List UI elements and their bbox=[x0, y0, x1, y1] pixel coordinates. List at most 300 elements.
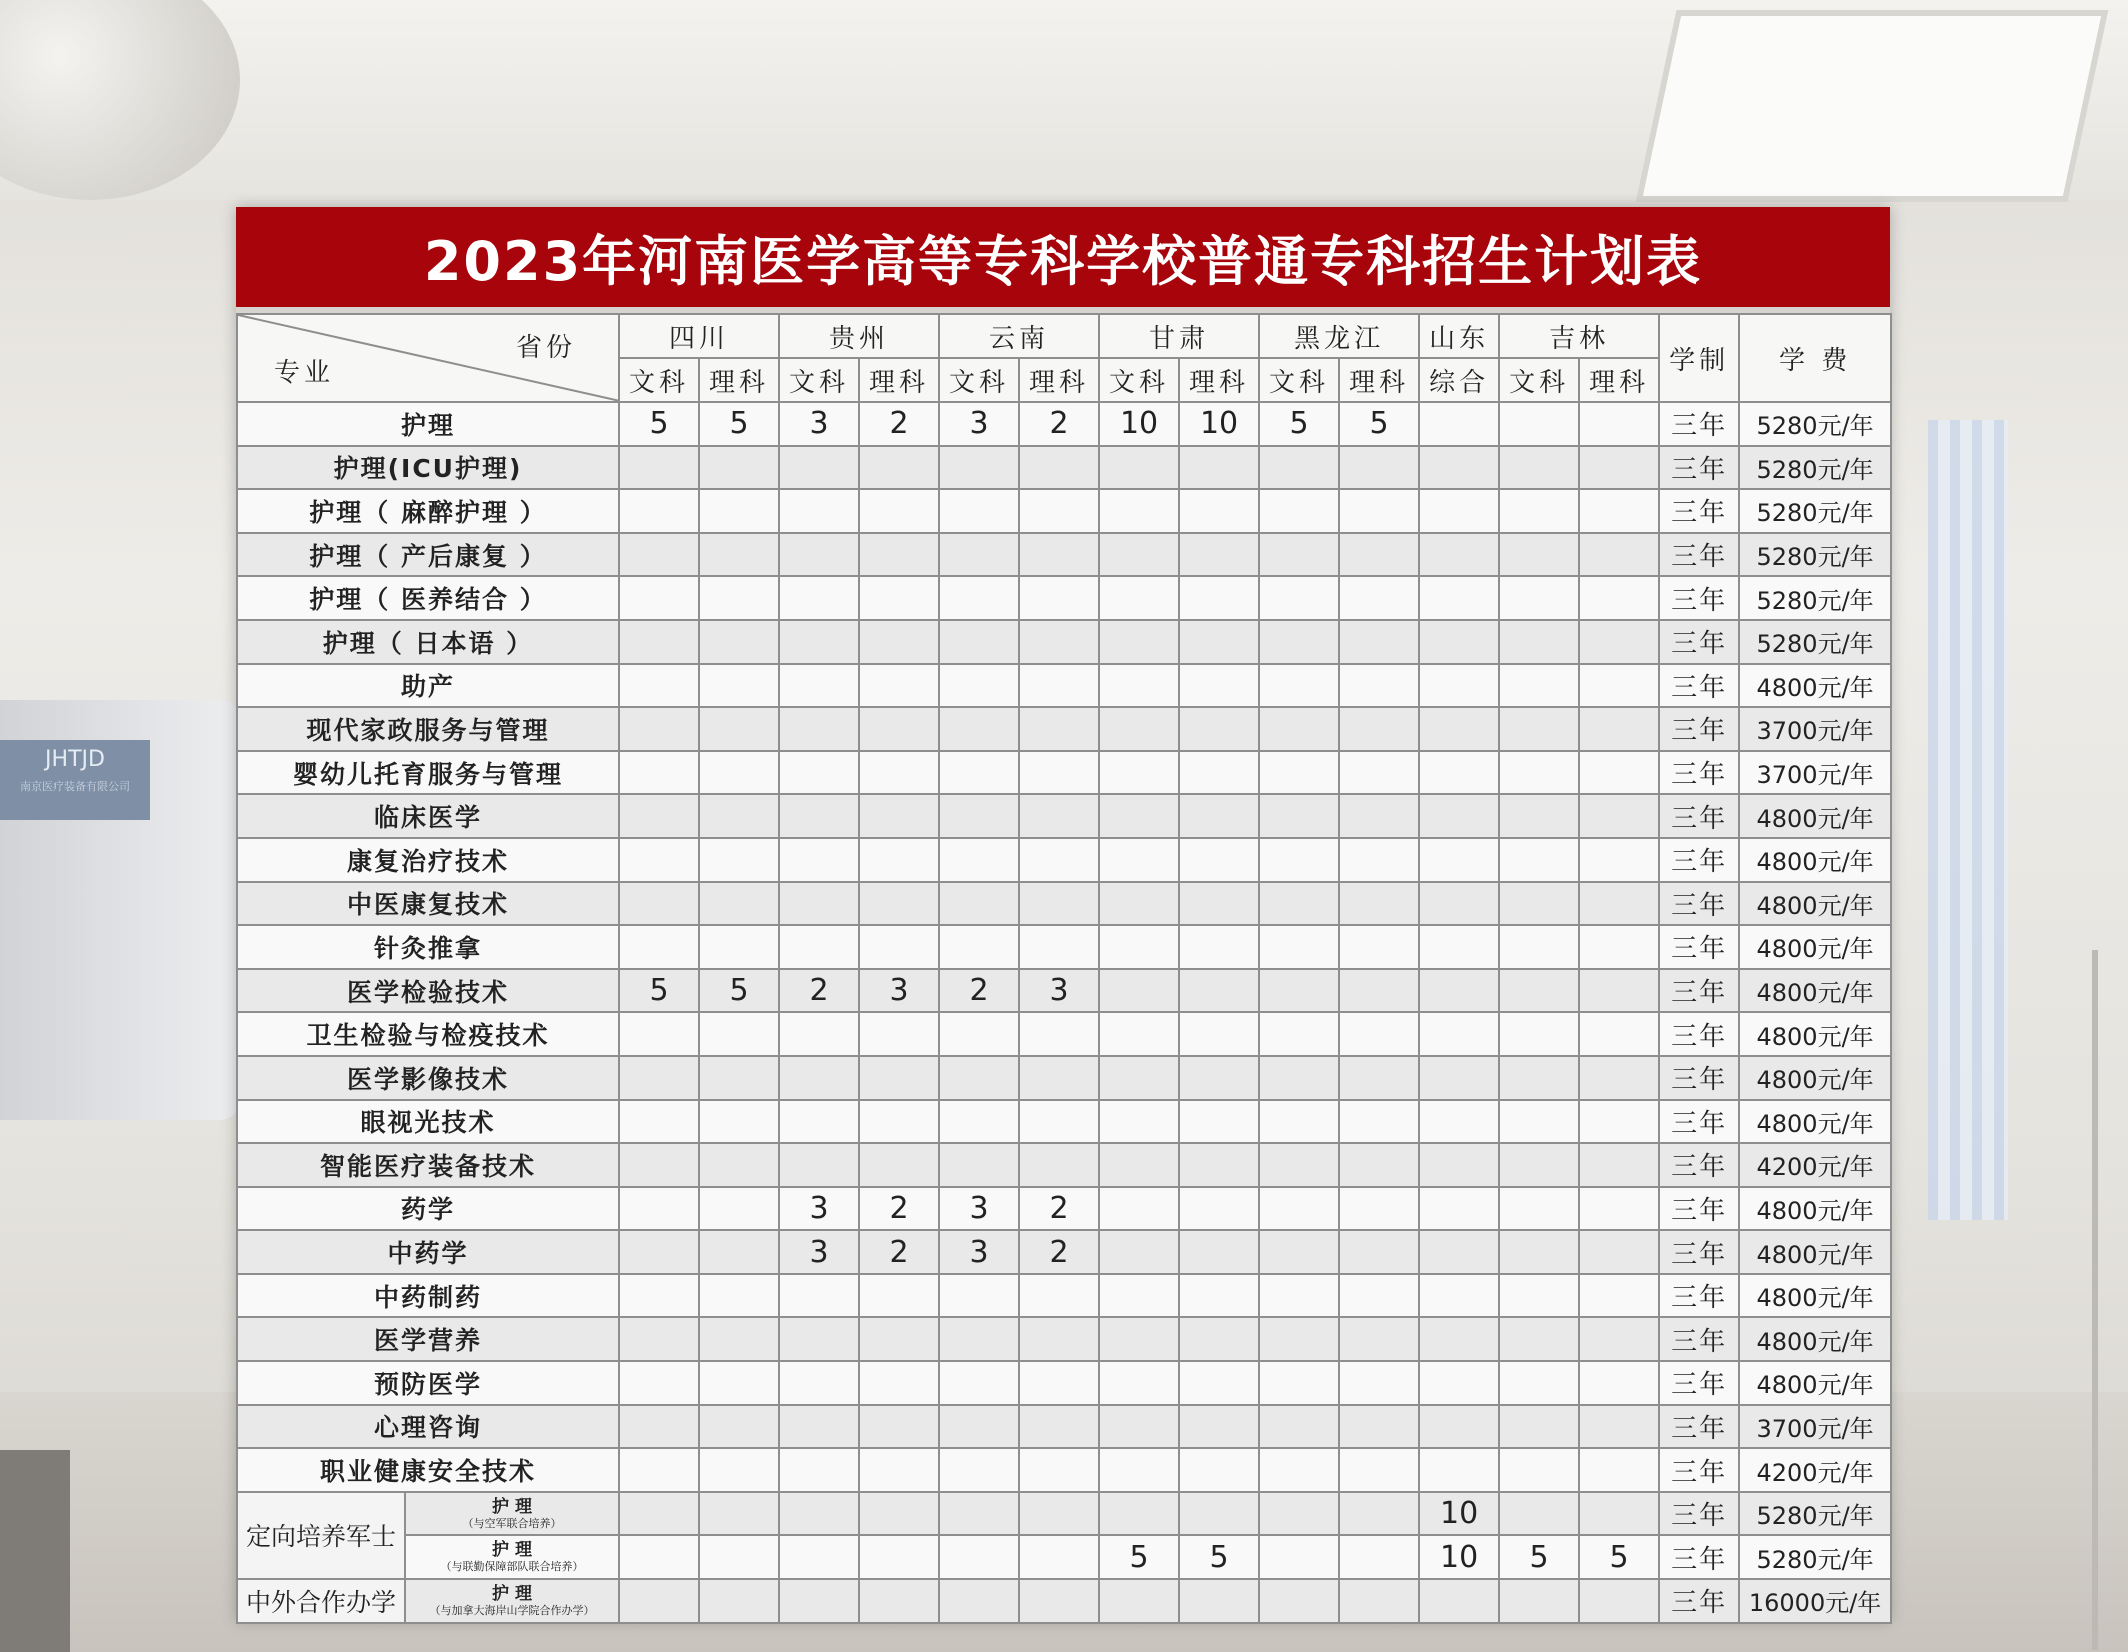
major-name: 职业健康安全技术 bbox=[237, 1448, 619, 1492]
fee-cell: 3700元/年 bbox=[1739, 1405, 1891, 1449]
table-row bbox=[237, 1012, 1891, 1056]
quota-cell bbox=[619, 1100, 699, 1144]
table-row bbox=[237, 925, 1891, 969]
quota-cell bbox=[1019, 1361, 1099, 1405]
quota-cell bbox=[1339, 1230, 1419, 1274]
duration-cell: 三年 bbox=[1659, 446, 1739, 490]
quota-cell bbox=[699, 1317, 779, 1361]
quota-cell bbox=[1259, 1405, 1339, 1449]
quota-cell bbox=[619, 1579, 699, 1623]
quota-cell bbox=[1019, 1448, 1099, 1492]
subject-header: 理科 bbox=[859, 358, 939, 402]
quota-cell bbox=[1019, 1317, 1099, 1361]
quota-cell bbox=[699, 838, 779, 882]
quota-cell bbox=[1099, 576, 1179, 620]
quota-cell bbox=[1259, 1361, 1339, 1405]
quota-cell bbox=[1419, 1100, 1499, 1144]
duration-cell: 三年 bbox=[1659, 1361, 1739, 1405]
table-row bbox=[237, 1230, 1891, 1274]
quota-cell: 3 bbox=[859, 969, 939, 1013]
quota-cell bbox=[779, 1535, 859, 1579]
quota-cell bbox=[619, 707, 699, 751]
fee-cell: 4800元/年 bbox=[1739, 1230, 1891, 1274]
ceiling-light bbox=[1636, 10, 2109, 202]
quota-cell bbox=[1419, 882, 1499, 926]
quota-cell bbox=[859, 838, 939, 882]
quota-cell bbox=[859, 1056, 939, 1100]
duration-cell: 三年 bbox=[1659, 1579, 1739, 1623]
quota-cell bbox=[939, 1448, 1019, 1492]
duration-cell: 三年 bbox=[1659, 1012, 1739, 1056]
major-name: 护理 bbox=[237, 402, 619, 446]
table-row bbox=[237, 882, 1891, 926]
quota-cell bbox=[859, 576, 939, 620]
fee-cell: 4800元/年 bbox=[1739, 1056, 1891, 1100]
fee-cell: 5280元/年 bbox=[1739, 402, 1891, 446]
quota-cell bbox=[1419, 1317, 1499, 1361]
quota-cell bbox=[1339, 1405, 1419, 1449]
fee-cell: 4800元/年 bbox=[1739, 1012, 1891, 1056]
quota-cell bbox=[779, 1143, 859, 1187]
quota-cell bbox=[1179, 794, 1259, 838]
fee-cell: 4800元/年 bbox=[1739, 1317, 1891, 1361]
quota-cell bbox=[1259, 707, 1339, 751]
quota-cell bbox=[1419, 1230, 1499, 1274]
quota-cell bbox=[1499, 969, 1579, 1013]
quota-cell bbox=[859, 620, 939, 664]
quota-cell bbox=[779, 794, 859, 838]
major-name: 护理（ 产后康复 ） bbox=[237, 533, 619, 577]
quota-cell bbox=[1339, 1361, 1419, 1405]
quota-cell bbox=[619, 882, 699, 926]
major-name: 护理（ 麻醉护理 ） bbox=[237, 489, 619, 533]
subject-header: 文科 bbox=[779, 358, 859, 402]
quota-cell bbox=[1579, 1100, 1659, 1144]
quota-cell bbox=[1579, 882, 1659, 926]
fee-cell: 5280元/年 bbox=[1739, 446, 1891, 490]
quota-cell bbox=[1099, 969, 1179, 1013]
quota-cell bbox=[1579, 707, 1659, 751]
quota-cell bbox=[1419, 794, 1499, 838]
sub-major-note: （与空军联合培养） bbox=[462, 1516, 562, 1530]
major-name: 护理（ 日本语 ） bbox=[237, 620, 619, 664]
quota-cell bbox=[1579, 1230, 1659, 1274]
quota-cell bbox=[1499, 1012, 1579, 1056]
quota-cell bbox=[1179, 1317, 1259, 1361]
quota-cell bbox=[1259, 1187, 1339, 1231]
quota-cell bbox=[1099, 1579, 1179, 1623]
quota-cell bbox=[1499, 402, 1579, 446]
quota-cell: 2 bbox=[859, 1230, 939, 1274]
fee-cell: 4800元/年 bbox=[1739, 882, 1891, 926]
quota-cell bbox=[1579, 489, 1659, 533]
quota-cell bbox=[1019, 751, 1099, 795]
quota-cell bbox=[1499, 1187, 1579, 1231]
quota-cell bbox=[619, 664, 699, 708]
fee-cell: 4800元/年 bbox=[1739, 664, 1891, 708]
quota-cell bbox=[1579, 1361, 1659, 1405]
subject-header: 文科 bbox=[939, 358, 1019, 402]
quota-cell: 2 bbox=[1019, 1187, 1099, 1231]
fee-cell: 4800元/年 bbox=[1739, 1100, 1891, 1144]
quota-cell bbox=[1499, 1143, 1579, 1187]
quota-cell bbox=[1019, 838, 1099, 882]
quota-cell bbox=[1419, 1361, 1499, 1405]
quota-cell: 5 bbox=[1339, 402, 1419, 446]
quota-cell: 2 bbox=[939, 969, 1019, 1013]
fee-cell: 5280元/年 bbox=[1739, 620, 1891, 664]
quota-cell bbox=[859, 664, 939, 708]
sub-major-name: 护 理 bbox=[492, 1496, 532, 1517]
quota-cell bbox=[1019, 925, 1099, 969]
table-row bbox=[237, 1100, 1891, 1144]
fee-header: 学 费 bbox=[1739, 314, 1891, 402]
quota-cell bbox=[939, 794, 1019, 838]
major-name: 眼视光技术 bbox=[237, 1100, 619, 1144]
table-row bbox=[237, 402, 1891, 446]
quota-cell bbox=[699, 1230, 779, 1274]
subject-header: 理科 bbox=[1579, 358, 1659, 402]
duration-cell: 三年 bbox=[1659, 489, 1739, 533]
quota-cell: 10 bbox=[1099, 402, 1179, 446]
quota-cell bbox=[619, 794, 699, 838]
major-name: 药学 bbox=[237, 1187, 619, 1231]
quota-cell bbox=[1579, 1448, 1659, 1492]
quota-cell bbox=[939, 925, 1019, 969]
quota-cell bbox=[1179, 969, 1259, 1013]
quota-cell bbox=[1099, 533, 1179, 577]
quota-cell bbox=[1099, 620, 1179, 664]
quota-cell bbox=[699, 1143, 779, 1187]
quota-cell bbox=[779, 707, 859, 751]
quota-cell bbox=[1179, 489, 1259, 533]
quota-cell: 2 bbox=[779, 969, 859, 1013]
fee-cell: 3700元/年 bbox=[1739, 751, 1891, 795]
quota-cell bbox=[1179, 533, 1259, 577]
quota-cell bbox=[779, 1448, 859, 1492]
quota-cell bbox=[1019, 882, 1099, 926]
quota-cell bbox=[699, 794, 779, 838]
quota-cell: 3 bbox=[779, 402, 859, 446]
quota-cell bbox=[1019, 576, 1099, 620]
quota-cell bbox=[619, 1274, 699, 1318]
quota-cell bbox=[1259, 969, 1339, 1013]
corner-cell bbox=[238, 315, 618, 401]
quota-cell bbox=[1339, 751, 1419, 795]
major-name: 心理咨询 bbox=[237, 1405, 619, 1449]
quota-cell bbox=[1419, 1012, 1499, 1056]
quota-cell bbox=[1579, 1317, 1659, 1361]
quota-cell bbox=[1179, 1230, 1259, 1274]
quota-cell bbox=[1339, 489, 1419, 533]
duration-cell: 三年 bbox=[1659, 1535, 1739, 1579]
quota-cell bbox=[699, 1361, 779, 1405]
quota-cell bbox=[1499, 576, 1579, 620]
quota-cell bbox=[1179, 1056, 1259, 1100]
quota-cell bbox=[1499, 1579, 1579, 1623]
quota-cell: 5 bbox=[619, 969, 699, 1013]
subject-header: 理科 bbox=[699, 358, 779, 402]
quota-cell bbox=[939, 1579, 1019, 1623]
quota-cell bbox=[1419, 1405, 1499, 1449]
duration-cell: 三年 bbox=[1659, 402, 1739, 446]
fee-cell: 5280元/年 bbox=[1739, 533, 1891, 577]
quota-cell bbox=[859, 882, 939, 926]
quota-cell bbox=[779, 1012, 859, 1056]
sub-major-name: 护 理 bbox=[492, 1583, 532, 1604]
quota-cell bbox=[1259, 1143, 1339, 1187]
province-header: 四川 bbox=[619, 314, 779, 358]
quota-cell bbox=[699, 1012, 779, 1056]
quota-cell bbox=[1259, 1317, 1339, 1361]
quota-cell bbox=[1099, 1143, 1179, 1187]
duration-cell: 三年 bbox=[1659, 838, 1739, 882]
table-row bbox=[237, 1187, 1891, 1231]
quota-cell bbox=[699, 1056, 779, 1100]
quota-cell bbox=[1499, 1100, 1579, 1144]
quota-cell bbox=[939, 707, 1019, 751]
subject-header: 文科 bbox=[1259, 358, 1339, 402]
quota-cell bbox=[859, 1317, 939, 1361]
quota-cell bbox=[779, 576, 859, 620]
quota-cell bbox=[1259, 794, 1339, 838]
quota-cell bbox=[859, 1100, 939, 1144]
quota-cell bbox=[1259, 751, 1339, 795]
major-name: 护理(ICU护理) bbox=[237, 446, 619, 490]
quota-cell bbox=[1339, 1143, 1419, 1187]
quota-cell: 10 bbox=[1179, 402, 1259, 446]
quota-cell bbox=[1499, 925, 1579, 969]
quota-cell bbox=[1419, 446, 1499, 490]
quota-cell bbox=[1339, 1448, 1419, 1492]
fee-cell: 4200元/年 bbox=[1739, 1143, 1891, 1187]
quota-cell: 5 bbox=[1499, 1535, 1579, 1579]
quota-cell bbox=[859, 751, 939, 795]
quota-cell bbox=[939, 1535, 1019, 1579]
quota-cell bbox=[1019, 446, 1099, 490]
quota-cell bbox=[1499, 1230, 1579, 1274]
quota-cell bbox=[1419, 402, 1499, 446]
quota-cell bbox=[619, 751, 699, 795]
quota-cell bbox=[1179, 1361, 1259, 1405]
quota-cell bbox=[859, 1448, 939, 1492]
fee-cell: 4800元/年 bbox=[1739, 925, 1891, 969]
quota-cell bbox=[619, 925, 699, 969]
quota-cell bbox=[779, 751, 859, 795]
subject-header: 综合 bbox=[1419, 358, 1499, 402]
quota-cell bbox=[939, 751, 1019, 795]
quota-cell bbox=[1419, 969, 1499, 1013]
sub-major-note: （与加拿大海岸山学院合作办学） bbox=[429, 1603, 595, 1617]
quota-cell bbox=[699, 1535, 779, 1579]
duration-cell: 三年 bbox=[1659, 1143, 1739, 1187]
quota-cell: 2 bbox=[859, 402, 939, 446]
fee-cell: 4800元/年 bbox=[1739, 1187, 1891, 1231]
quota-cell bbox=[619, 533, 699, 577]
quota-cell bbox=[699, 882, 779, 926]
major-name: 助产 bbox=[237, 664, 619, 708]
quota-cell bbox=[699, 925, 779, 969]
table-row bbox=[237, 794, 1891, 838]
quota-cell bbox=[1339, 794, 1419, 838]
military-group-label: 定向培养军士 bbox=[237, 1492, 405, 1579]
quota-cell bbox=[1019, 664, 1099, 708]
quota-cell bbox=[1179, 1187, 1259, 1231]
duration-cell: 三年 bbox=[1659, 969, 1739, 1013]
quota-cell bbox=[1019, 1143, 1099, 1187]
quota-cell bbox=[1419, 533, 1499, 577]
quota-cell bbox=[1259, 1274, 1339, 1318]
quota-cell bbox=[1179, 1143, 1259, 1187]
quota-cell bbox=[1499, 1056, 1579, 1100]
quota-cell bbox=[1099, 1274, 1179, 1318]
table-row bbox=[237, 576, 1891, 620]
quota-cell bbox=[1419, 838, 1499, 882]
table-row bbox=[237, 1492, 1891, 1536]
quota-cell bbox=[1099, 794, 1179, 838]
quota-cell bbox=[1019, 1579, 1099, 1623]
quota-cell bbox=[779, 925, 859, 969]
quota-cell bbox=[1499, 620, 1579, 664]
quota-cell bbox=[619, 1187, 699, 1231]
fee-cell: 4800元/年 bbox=[1739, 794, 1891, 838]
quota-cell bbox=[859, 1143, 939, 1187]
quota-cell bbox=[1179, 751, 1259, 795]
quota-cell bbox=[1339, 1535, 1419, 1579]
quota-cell bbox=[1099, 751, 1179, 795]
quota-cell bbox=[1259, 1100, 1339, 1144]
fee-cell: 5280元/年 bbox=[1739, 1535, 1891, 1579]
duration-cell: 三年 bbox=[1659, 1492, 1739, 1536]
table-row bbox=[237, 838, 1891, 882]
province-header: 云南 bbox=[939, 314, 1099, 358]
quota-cell bbox=[699, 533, 779, 577]
quota-cell bbox=[619, 838, 699, 882]
quota-cell bbox=[1259, 1535, 1339, 1579]
table-row bbox=[237, 969, 1891, 1013]
table-row bbox=[237, 1056, 1891, 1100]
quota-cell bbox=[1579, 1012, 1659, 1056]
enrollment-table bbox=[236, 313, 1892, 1624]
quota-cell bbox=[779, 446, 859, 490]
fee-cell: 4800元/年 bbox=[1739, 1274, 1891, 1318]
fee-cell: 16000元/年 bbox=[1739, 1579, 1891, 1623]
quota-cell bbox=[619, 1143, 699, 1187]
quota-cell bbox=[619, 620, 699, 664]
subject-header: 理科 bbox=[1019, 358, 1099, 402]
quota-cell bbox=[1099, 1100, 1179, 1144]
quota-cell bbox=[619, 1492, 699, 1536]
quota-cell bbox=[619, 1056, 699, 1100]
quota-cell: 10 bbox=[1419, 1535, 1499, 1579]
quota-cell bbox=[1099, 1361, 1179, 1405]
quota-cell bbox=[1099, 446, 1179, 490]
table-row bbox=[237, 446, 1891, 490]
fee-cell: 4800元/年 bbox=[1739, 1361, 1891, 1405]
quota-cell bbox=[1019, 1012, 1099, 1056]
quota-cell bbox=[1579, 402, 1659, 446]
subject-header: 文科 bbox=[1499, 358, 1579, 402]
quota-cell bbox=[939, 1317, 1019, 1361]
quota-cell bbox=[1499, 794, 1579, 838]
quota-cell: 5 bbox=[619, 402, 699, 446]
quota-cell bbox=[779, 1274, 859, 1318]
major-name: 卫生检验与检疫技术 bbox=[237, 1012, 619, 1056]
quota-cell bbox=[619, 446, 699, 490]
quota-cell bbox=[1339, 1012, 1419, 1056]
quota-cell bbox=[779, 1361, 859, 1405]
quota-cell bbox=[1499, 707, 1579, 751]
quota-cell bbox=[1499, 1274, 1579, 1318]
quota-cell bbox=[1019, 1535, 1099, 1579]
quota-cell bbox=[699, 751, 779, 795]
quota-cell bbox=[1259, 838, 1339, 882]
quota-cell bbox=[1499, 1492, 1579, 1536]
quota-cell bbox=[859, 1361, 939, 1405]
major-name: 中药学 bbox=[237, 1230, 619, 1274]
quota-cell bbox=[1579, 620, 1659, 664]
header-corner bbox=[237, 314, 619, 402]
quota-cell bbox=[1259, 882, 1339, 926]
quota-cell bbox=[779, 620, 859, 664]
quota-cell bbox=[859, 1405, 939, 1449]
quota-cell bbox=[859, 794, 939, 838]
quota-cell bbox=[1179, 838, 1259, 882]
quota-cell bbox=[939, 1274, 1019, 1318]
quota-cell bbox=[1259, 489, 1339, 533]
quota-cell bbox=[1579, 969, 1659, 1013]
table-row bbox=[237, 1317, 1891, 1361]
quota-cell: 5 bbox=[1259, 402, 1339, 446]
fee-cell: 4200元/年 bbox=[1739, 1448, 1891, 1492]
subject-header: 理科 bbox=[1179, 358, 1259, 402]
quota-cell bbox=[1499, 1405, 1579, 1449]
quota-cell bbox=[939, 1143, 1019, 1187]
quota-cell bbox=[939, 1492, 1019, 1536]
quota-cell bbox=[1419, 1187, 1499, 1231]
enrollment-plan-panel bbox=[236, 207, 1890, 1621]
major-name: 中药制药 bbox=[237, 1274, 619, 1318]
quota-cell bbox=[1179, 882, 1259, 926]
duration-header: 学制 bbox=[1659, 314, 1739, 402]
quota-cell bbox=[1259, 1012, 1339, 1056]
province-header: 贵州 bbox=[779, 314, 939, 358]
quota-cell bbox=[1419, 1579, 1499, 1623]
quota-cell: 5 bbox=[1099, 1535, 1179, 1579]
table-row bbox=[237, 1448, 1891, 1492]
quota-cell bbox=[1099, 1448, 1179, 1492]
quota-cell: 2 bbox=[1019, 1230, 1099, 1274]
fee-cell: 5280元/年 bbox=[1739, 576, 1891, 620]
quota-cell: 5 bbox=[1179, 1535, 1259, 1579]
duration-cell: 三年 bbox=[1659, 620, 1739, 664]
quota-cell: 3 bbox=[1019, 969, 1099, 1013]
quota-cell bbox=[619, 1317, 699, 1361]
quota-cell bbox=[1259, 576, 1339, 620]
quota-cell bbox=[699, 576, 779, 620]
quota-cell bbox=[939, 620, 1019, 664]
major-name: 针灸推拿 bbox=[237, 925, 619, 969]
sub-major-cell bbox=[405, 1492, 619, 1536]
quota-cell bbox=[1179, 1100, 1259, 1144]
duration-cell: 三年 bbox=[1659, 794, 1739, 838]
quota-cell bbox=[1579, 533, 1659, 577]
quota-cell bbox=[859, 1492, 939, 1536]
quota-cell bbox=[1339, 1492, 1419, 1536]
quota-cell bbox=[939, 1100, 1019, 1144]
quota-cell bbox=[779, 1405, 859, 1449]
table-row bbox=[237, 489, 1891, 533]
